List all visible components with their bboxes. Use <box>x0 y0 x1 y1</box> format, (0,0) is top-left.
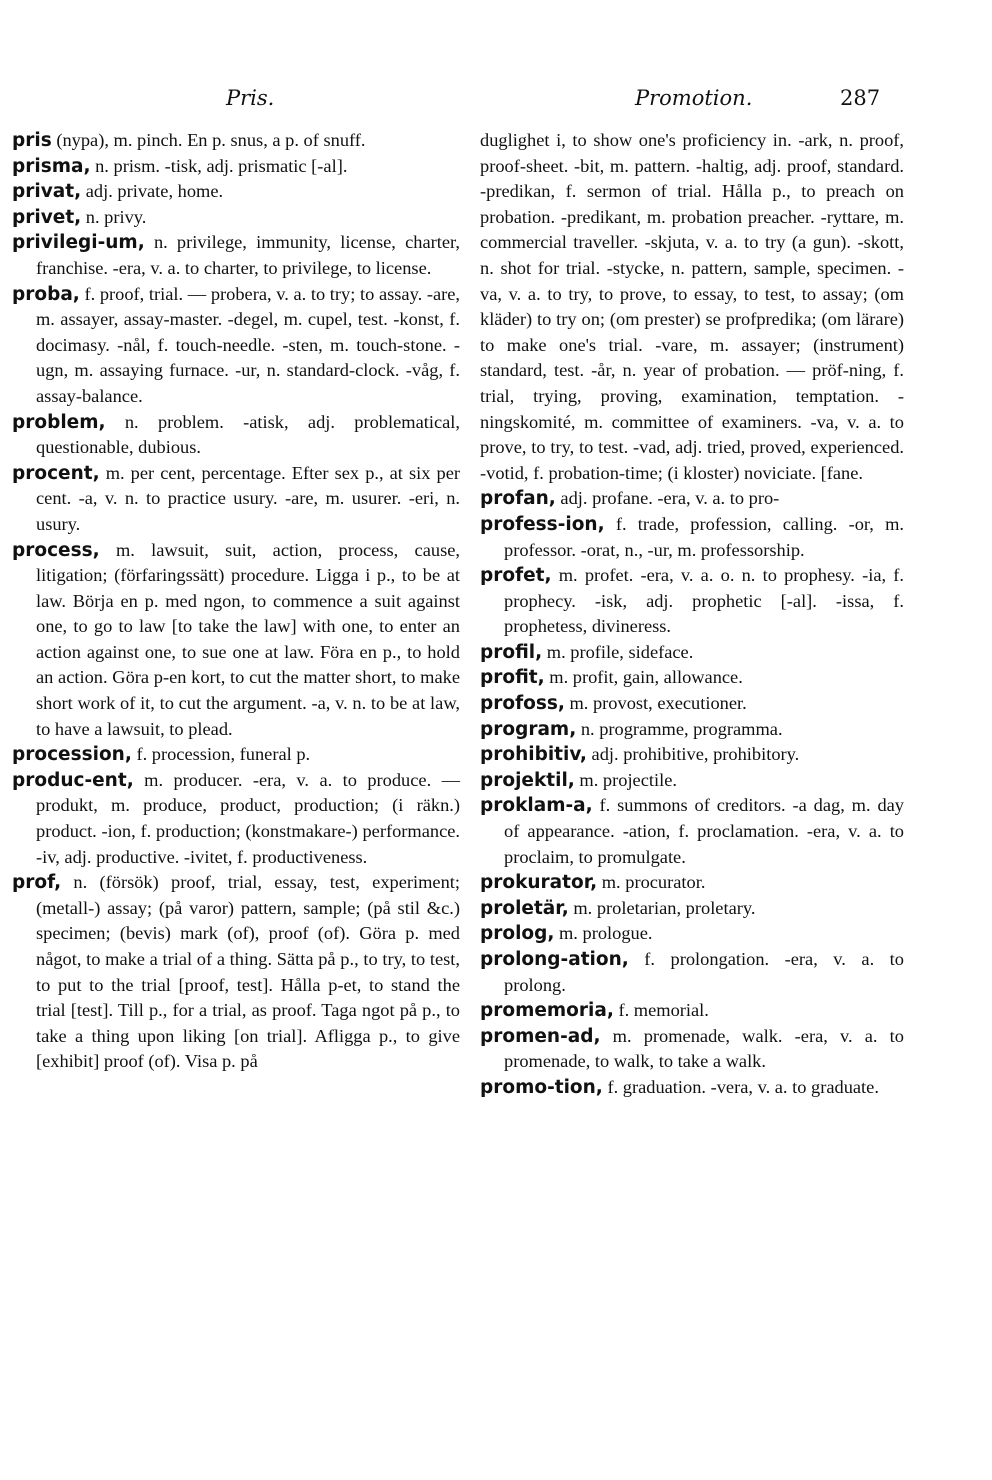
dictionary-entry <box>480 768 904 794</box>
headword: profit, <box>480 667 545 689</box>
headword: proba, <box>12 283 80 305</box>
dictionary-entry <box>12 154 460 180</box>
headword: procession, <box>12 744 132 766</box>
entry-definition: f. graduation. -vera, v. a. to graduate. <box>602 1076 879 1097</box>
dictionary-entry <box>480 742 904 768</box>
entry-definition: m. per cent, percentage. Efter sex p., at six per cent. -a, v. n. to practice usury. -are, m. usurer. -eri, n. usury. <box>36 462 460 534</box>
entry-definition: n. programme, programma. <box>576 718 783 739</box>
headword: problem, <box>12 411 106 433</box>
dictionary-entry <box>12 230 460 281</box>
entry-definition: n. problem. -atisk, adj. problematical, questionable, dubious. <box>36 411 460 458</box>
headword: produc-ent, <box>12 769 134 791</box>
entry-definition: f. proof, trial. — probera, v. a. to try; to assay. -are, m. assayer, assay-master. -degel, m. cupel, test. -konst, f. docimasy. -nål, f. touch-needle. -sten, m. touch-stone. -ugn, m. assaying furnace. -ur, n. standard-clock. -våg, f. assay-balance. <box>36 283 460 406</box>
entry-definition: m. profet. -era, v. a. o. n. to prophesy. -ia, f. prophecy. -isk, adj. prophetic [-al]. -issa, f. prophetess, divineress. <box>504 565 904 637</box>
headword: program, <box>480 718 577 740</box>
entry-definition: f. procession, funeral p. <box>131 744 311 765</box>
entry-definition: f. memorial. <box>613 1000 709 1021</box>
dictionary-entry <box>480 870 904 896</box>
headword: prisma, <box>12 155 91 177</box>
entry-definition: n. (försök) proof, trial, essay, test, experiment; (metall-) assay; (på varor) pattern, sample; (på stil &c.) specimen; (bevis) mark (of), proof (of). Göra p. med något, to make a trial of a thing. Sätta på p., to try, to test, to put to the trial [proof, test]. Hålla p-et, to stand the trial [test]. Till p., for a trial, as proof. Taga ngot på p., to take a thing upon liking [on trial]. Afligga p., to give [exhibit] proof (of). Visa p. på <box>36 872 460 1072</box>
entry-definition: n. prism. -tisk, adj. prismatic [-al]. <box>90 155 348 176</box>
headword: profoss, <box>480 693 565 715</box>
entry-definition: m. promenade, walk. -era, v. a. to promenade, to walk, to take a walk. <box>504 1025 904 1072</box>
dictionary-entry <box>12 282 460 410</box>
running-head-left: Pris. <box>226 86 275 110</box>
entry-definition: m. producer. -era, v. a. to produce. — produkt, m. produce, product, production; (i räkn.) product. -ion, f. production; (konstmakare-) performance. -iv, adj. productive. -ivitet, f. productiveness. <box>36 769 460 867</box>
dictionary-entry <box>12 410 460 461</box>
headword: privat, <box>12 181 82 203</box>
dictionary-entry <box>480 1075 904 1101</box>
dictionary-entry <box>480 486 904 512</box>
entry-definition: m. procurator. <box>597 872 706 893</box>
headword: privilegi-um, <box>12 232 145 254</box>
dictionary-entry <box>480 921 904 947</box>
headword: profan, <box>480 488 556 510</box>
headword: prohibitiv, <box>480 744 587 766</box>
dictionary-entry <box>12 538 460 743</box>
headword: profess-ion, <box>480 513 605 535</box>
entry-definition: m. prologue. <box>554 923 653 944</box>
headword: promemoria, <box>480 1000 614 1022</box>
entry-definition: adj. private, home. <box>81 181 224 202</box>
dictionary-entry <box>12 461 460 538</box>
running-head-right: Promotion. <box>635 86 753 110</box>
dictionary-entry <box>480 563 904 640</box>
entry-continuation <box>480 128 904 486</box>
right-column <box>480 128 904 1101</box>
headword: proletär, <box>480 897 569 919</box>
dictionary-entry <box>480 998 904 1024</box>
entry-definition: f. prolongation. -era, v. a. to prolong. <box>504 949 904 995</box>
headword: prof, <box>12 872 62 894</box>
entry-definition: m. provost, executioner. <box>564 693 747 714</box>
entry-definition: n. privy. <box>81 206 147 227</box>
headword: procent, <box>12 462 100 484</box>
entry-definition: adj. prohibitive, prohibitory. <box>586 744 800 765</box>
entry-definition: m. proletarian, proletary. <box>568 897 756 918</box>
dictionary-entry <box>12 870 460 1075</box>
entry-definition: m. lawsuit, suit, action, process, cause, litigation; (förfaringssätt) procedure. Ligga i p., to be at law. Börja en p. med ngon, to commence a suit against one, to go to law [to take the law] with one, to enter an action against one, to sue one at law. Föra en p., to hold an action. Göra p-en kort, to cut the matter short, to make short work of it, to cut the argument. -a, v. n. to be at law, to have a lawsuit, to plead. <box>36 539 460 739</box>
entry-definition: f. summons of creditors. -a dag, m. day of appearance. -ation, f. proclamation. -era, v. a. to proclaim, to promulgate. <box>504 795 904 867</box>
dictionary-entry <box>480 947 904 998</box>
dictionary-entry <box>12 179 460 205</box>
entry-definition: m. profit, gain, allowance. <box>544 667 743 688</box>
dictionary-entry <box>480 896 904 922</box>
page-number: 287 <box>840 86 881 110</box>
headword: projektil, <box>480 769 575 791</box>
dictionary-entry <box>12 128 460 154</box>
entry-definition: (nypa), m. pinch. En p. snus, a p. of snuff. <box>51 130 366 150</box>
headword: pris <box>12 130 52 151</box>
headword: promen-ad, <box>480 1025 601 1047</box>
headword: process, <box>12 539 100 561</box>
dictionary-entry <box>12 768 460 870</box>
entry-definition: m. projectile. <box>574 769 677 790</box>
dictionary-entry <box>480 665 904 691</box>
headword: profet, <box>480 565 552 587</box>
headword: profil, <box>480 641 543 663</box>
dictionary-entry <box>480 793 904 870</box>
entry-definition: f. trade, profession, calling. -or, m. professor. -orat, n., -ur, m. professorship. <box>504 513 904 560</box>
dictionary-entry <box>480 640 904 666</box>
dictionary-entry <box>480 512 904 563</box>
entry-definition: n. privilege, immunity, license, charter, franchise. -era, v. a. to charter, to privilege, to license. <box>36 232 460 278</box>
dictionary-entry <box>480 691 904 717</box>
dictionary-entry <box>12 742 460 768</box>
headword: privet, <box>12 206 82 228</box>
headword: proklam-a, <box>480 795 593 817</box>
headword: prolong-ation, <box>480 949 629 970</box>
headword: prolog, <box>480 923 555 945</box>
dictionary-entry <box>480 1024 904 1075</box>
left-column <box>12 128 460 1075</box>
dictionary-entry <box>480 717 904 743</box>
entry-definition: m. profile, sideface. <box>542 641 694 662</box>
headword: prokurator, <box>480 872 598 894</box>
entry-definition: duglighet i, to show one's proficiency in. -ark, n. proof, proof-sheet. -bit, m. pattern. -haltig, adj. proof, standard. -predikan, f. sermon of trial. Hålla p., to preach on probation. -predikant, m. probation preacher. -ryttare, m. commercial traveller. -skjuta, v. a. to try (a gun). -skott, n. shot for trial. -stycke, n. pattern, sample, specimen. -va, v. a. to try, to prove, to essay, to test, to assay; (om kläder) to try on; (om prester) se profpredika; (om lärare) to make one's trial. -vare, m. assayer; (instrument) standard, test. -år, n. year of probation. — pröf-ning, f. trial, trying, proving, examination, temptation. -ningskomité, m. committee of examiners. -va, v. a. to prove, to try, to test. -vad, adj. tried, proved, experienced. -votid, f. probation-time; (i kloster) noviciate. [fane. <box>480 130 904 483</box>
headword: promo-tion, <box>480 1076 603 1098</box>
dictionary-entry <box>12 205 460 231</box>
entry-definition: adj. profane. -era, v. a. to pro- <box>555 488 780 509</box>
